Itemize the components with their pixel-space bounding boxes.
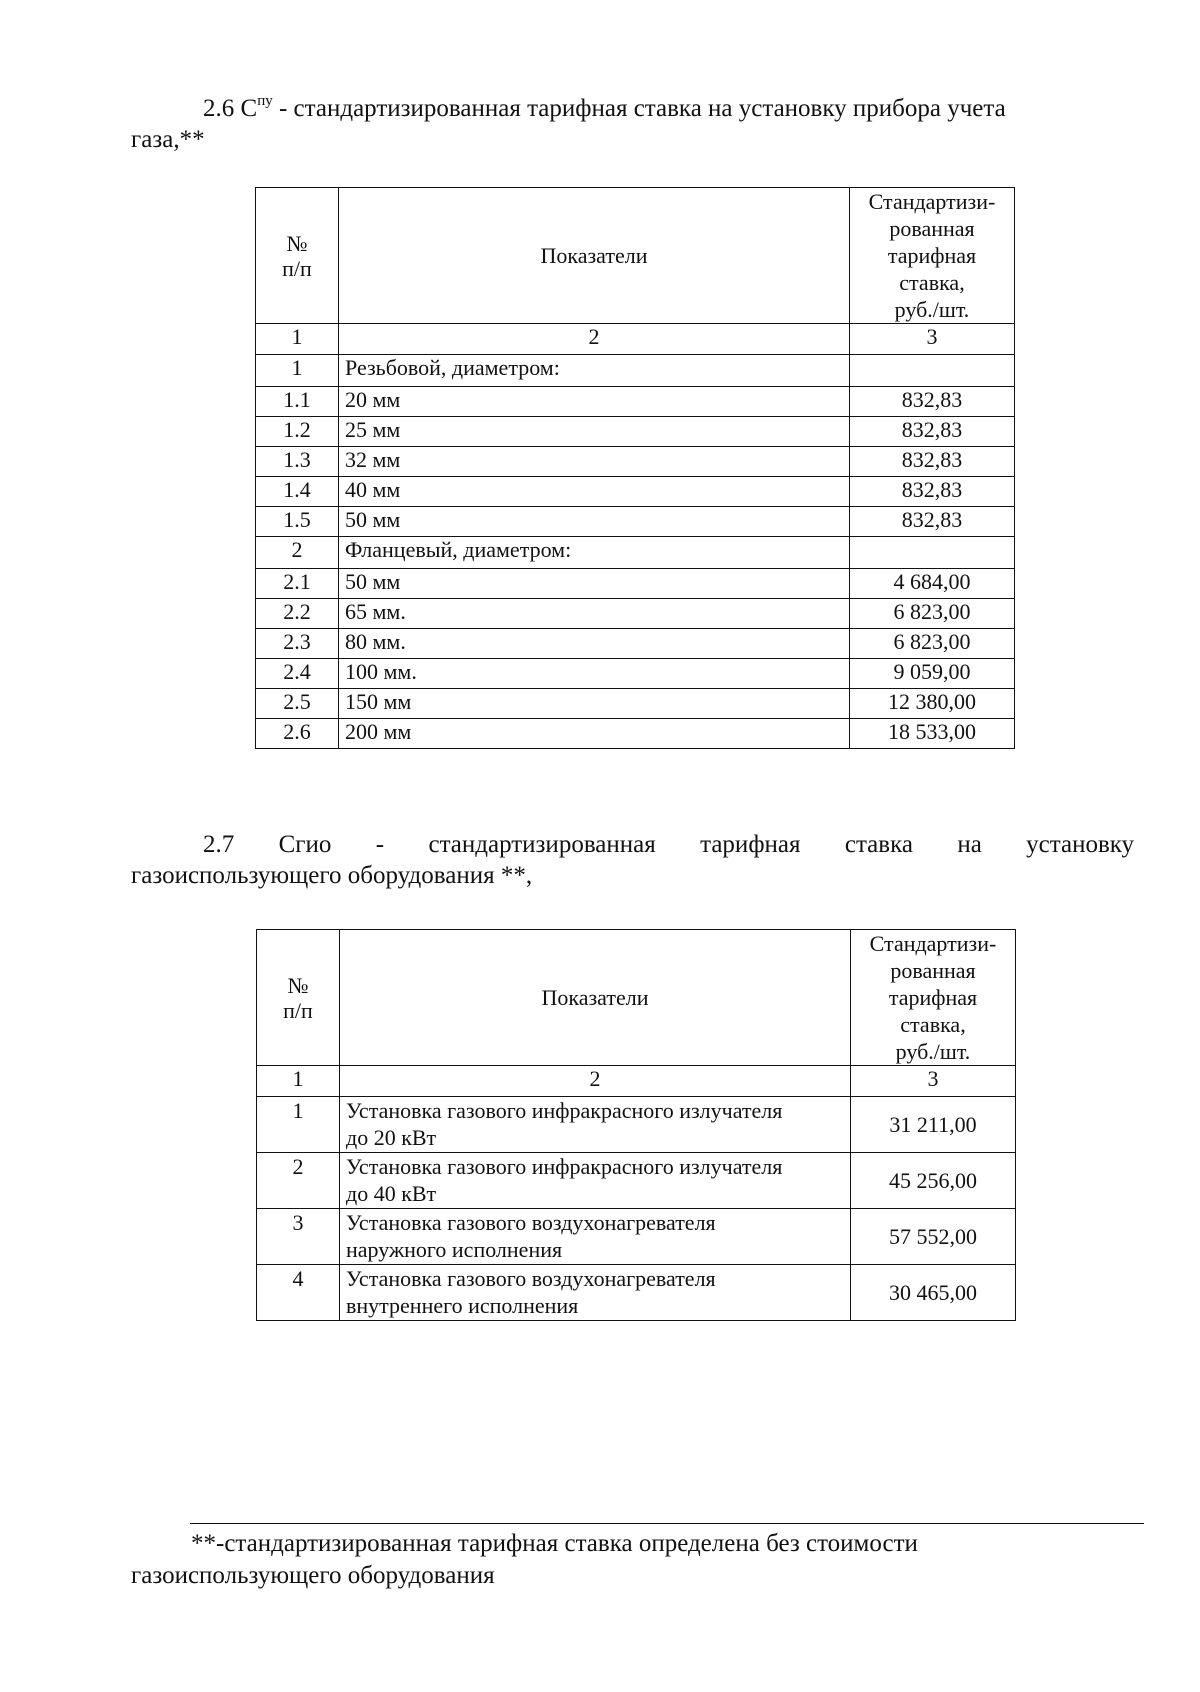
table-row	[256, 417, 1015, 447]
row-value: 18 533,00	[850, 719, 1015, 749]
footnote-line2: газоиспользующего оборудования	[131, 1562, 495, 1589]
group-label: Резьбовой, диаметром:	[339, 355, 850, 387]
row-num: 2.3	[256, 629, 339, 659]
equipment-rates-body	[257, 1097, 1016, 1321]
row-label: 200 мм	[339, 719, 850, 749]
group-num: 1	[256, 355, 339, 387]
footnote-separator	[190, 1523, 1144, 1524]
section-2-7-line1	[131, 829, 1134, 860]
section-2-7-word: стандартизированная	[428, 831, 656, 858]
row-num: 1	[257, 1097, 340, 1153]
row-num: 1.2	[256, 417, 339, 447]
row-num: 2.5	[256, 689, 339, 719]
row-label	[340, 1153, 851, 1209]
row-num: 2.6	[256, 719, 339, 749]
header-num: № п/п	[257, 930, 340, 1066]
row-label-line: внутреннего исполнения	[346, 1293, 579, 1318]
row-value: 6 823,00	[850, 599, 1015, 629]
row-label-line: до 20 кВт	[346, 1125, 437, 1150]
row-value: 45 256,00	[851, 1153, 1016, 1209]
row-label	[340, 1209, 851, 1265]
row-label: 40 мм	[339, 477, 850, 507]
section-2-7-text-line2: газоиспользующего оборудования **,	[131, 862, 533, 889]
table-row	[257, 1153, 1016, 1209]
table-row	[256, 659, 1015, 689]
header-indicator: Показатели	[340, 930, 851, 1066]
section-2-6-heading	[131, 93, 1134, 155]
equipment-installation-rates-table	[256, 929, 1016, 1321]
row-value: 832,83	[850, 387, 1015, 417]
row-label-line: Установка газового воздухонагревателя	[346, 1210, 716, 1235]
table-group-row	[256, 355, 1015, 387]
row-label: 65 мм.	[339, 599, 850, 629]
section-2-7-word: тарифная	[700, 831, 801, 858]
table-row	[256, 387, 1015, 417]
table-group-row	[256, 537, 1015, 569]
row-value: 12 380,00	[850, 689, 1015, 719]
row-value: 4 684,00	[850, 569, 1015, 599]
row-label: 50 мм	[339, 507, 850, 537]
row-label-line: Установка газового воздухонагревателя	[346, 1266, 716, 1291]
section-2-7-word: -	[375, 831, 385, 858]
row-label: 20 мм	[339, 387, 850, 417]
group-value-empty	[850, 537, 1015, 569]
row-num: 2	[257, 1153, 340, 1209]
table-row	[256, 719, 1015, 749]
header-indicator: Показатели	[339, 188, 850, 324]
table-row	[256, 629, 1015, 659]
row-label: 150 мм	[339, 689, 850, 719]
table-row	[256, 477, 1015, 507]
footnote-line1: **-стандартизированная тарифная ставка определена без стоимости	[191, 1530, 918, 1557]
row-num: 2.4	[256, 659, 339, 689]
section-2-7-word: Сгио	[278, 831, 332, 858]
section-2-6-superscript: пу	[257, 93, 273, 109]
row-label	[340, 1265, 851, 1321]
group-value-empty	[850, 355, 1015, 387]
row-value: 832,83	[850, 417, 1015, 447]
section-2-7-word: установку	[1026, 831, 1135, 858]
section-2-6-text: - стандартизированная тарифная ставка на установку прибора учета	[272, 95, 1006, 122]
group-label: Фланцевый, диаметром:	[339, 537, 850, 569]
row-num: 1.5	[256, 507, 339, 537]
row-label: 50 мм	[339, 569, 850, 599]
row-num: 2.2	[256, 599, 339, 629]
table-row	[257, 1097, 1016, 1153]
row-num: 1.4	[256, 477, 339, 507]
column-index-row: 1 2 3	[256, 324, 1015, 355]
table-row	[256, 507, 1015, 537]
header-num: № п/п	[256, 188, 339, 324]
row-value: 832,83	[850, 477, 1015, 507]
section-2-7-heading	[131, 829, 1134, 891]
row-label-line: до 40 кВт	[346, 1181, 437, 1206]
row-label: 25 мм	[339, 417, 850, 447]
footnote	[131, 1528, 1134, 1592]
table-header-row	[257, 930, 1016, 1066]
meter-installation-rates-table	[255, 187, 1015, 749]
row-num: 1.1	[256, 387, 339, 417]
header-rate: Стандартизи- рованная тарифная ставка, руб./шт.	[850, 188, 1015, 324]
row-value: 6 823,00	[850, 629, 1015, 659]
table-row	[256, 599, 1015, 629]
row-value: 31 211,00	[851, 1097, 1016, 1153]
row-value: 9 059,00	[850, 659, 1015, 689]
row-label-line: Установка газового инфракрасного излучателя	[346, 1098, 783, 1123]
row-num: 3	[257, 1209, 340, 1265]
row-label: 32 мм	[339, 447, 850, 477]
group-num: 2	[256, 537, 339, 569]
row-value: 57 552,00	[851, 1209, 1016, 1265]
row-label	[340, 1097, 851, 1153]
row-value: 832,83	[850, 447, 1015, 477]
row-value: 832,83	[850, 507, 1015, 537]
table-row	[256, 447, 1015, 477]
section-2-7-word: ставка	[844, 831, 913, 858]
row-num: 4	[257, 1265, 340, 1321]
row-label: 80 мм.	[339, 629, 850, 659]
row-label-line: наружного исполнения	[346, 1237, 563, 1262]
row-value: 30 465,00	[851, 1265, 1016, 1321]
table-header-row	[256, 188, 1015, 324]
table-row	[257, 1265, 1016, 1321]
column-index-row: 1 2 3	[257, 1066, 1016, 1097]
section-2-6-text-line2: газа,**	[131, 126, 205, 153]
meter-rates-body	[256, 355, 1015, 749]
table-row	[256, 569, 1015, 599]
header-rate: Стандартизи- рованная тарифная ставка, руб./шт.	[851, 930, 1016, 1066]
table-row	[256, 689, 1015, 719]
row-label: 100 мм.	[339, 659, 850, 689]
section-2-6-prefix: 2.6 С	[203, 95, 258, 122]
row-num: 1.3	[256, 447, 339, 477]
table-row	[257, 1209, 1016, 1265]
row-label-line: Установка газового инфракрасного излучателя	[346, 1154, 783, 1179]
section-2-7-word: 2.7	[203, 831, 235, 858]
section-2-7-word: на	[957, 831, 982, 858]
row-num: 2.1	[256, 569, 339, 599]
